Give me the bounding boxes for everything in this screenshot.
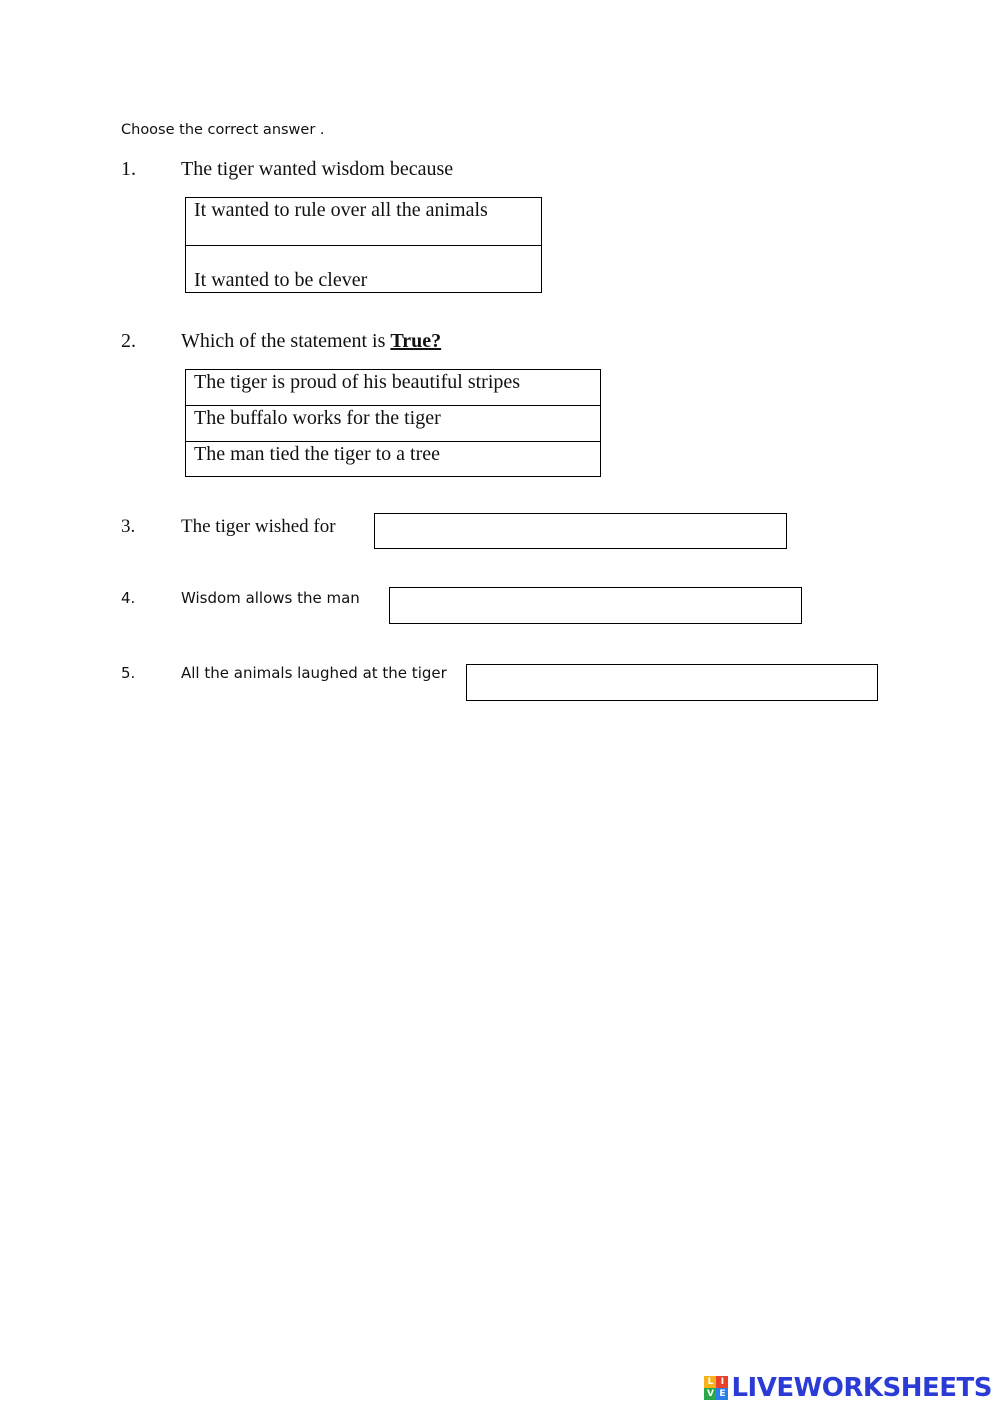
question-3-answer-box[interactable] [374, 513, 787, 549]
question-4-answer-box[interactable] [389, 587, 802, 624]
question-2-text [181, 330, 441, 353]
brand-name: LIVEWORKSHEETS [731, 1373, 992, 1403]
question-2-option-1[interactable]: The tiger is proud of his beautiful stripes [186, 370, 600, 406]
question-4-number: 4. [121, 589, 136, 607]
instruction-text: Choose the correct answer . [121, 122, 325, 138]
question-1-options [185, 197, 542, 293]
liveworksheets-logo[interactable] [704, 1373, 992, 1403]
question-2-option-2[interactable]: The buffalo works for the tiger [186, 406, 600, 442]
question-2-text-main: Which of the statement is [181, 330, 391, 352]
question-5-number: 5. [121, 664, 136, 682]
question-2-option-3[interactable]: The man tied the tiger to a tree [186, 442, 600, 477]
question-1-text: The tiger wanted wisdom because [181, 158, 454, 180]
question-2-options [185, 369, 601, 477]
question-3-text: The tiger wished for [181, 516, 336, 537]
logo-letter-v: V [704, 1388, 716, 1400]
question-1-option-1[interactable]: It wanted to rule over all the animals [186, 198, 541, 246]
question-1-number: 1. [121, 158, 136, 180]
logo-letter-e: E [716, 1388, 728, 1400]
question-2-number: 2. [121, 330, 136, 352]
logo-letter-l: L [704, 1376, 716, 1388]
question-1-option-2[interactable]: It wanted to be clever [186, 246, 541, 293]
question-4-text: Wisdom allows the man [181, 589, 360, 607]
question-2-emphasis: True? [390, 330, 442, 352]
question-3-number: 3. [121, 516, 136, 537]
question-5-text: All the animals laughed at the tiger [181, 664, 447, 682]
logo-letter-i: I [716, 1376, 728, 1388]
question-5-answer-box[interactable] [466, 664, 878, 701]
live-blocks-icon [704, 1376, 728, 1400]
